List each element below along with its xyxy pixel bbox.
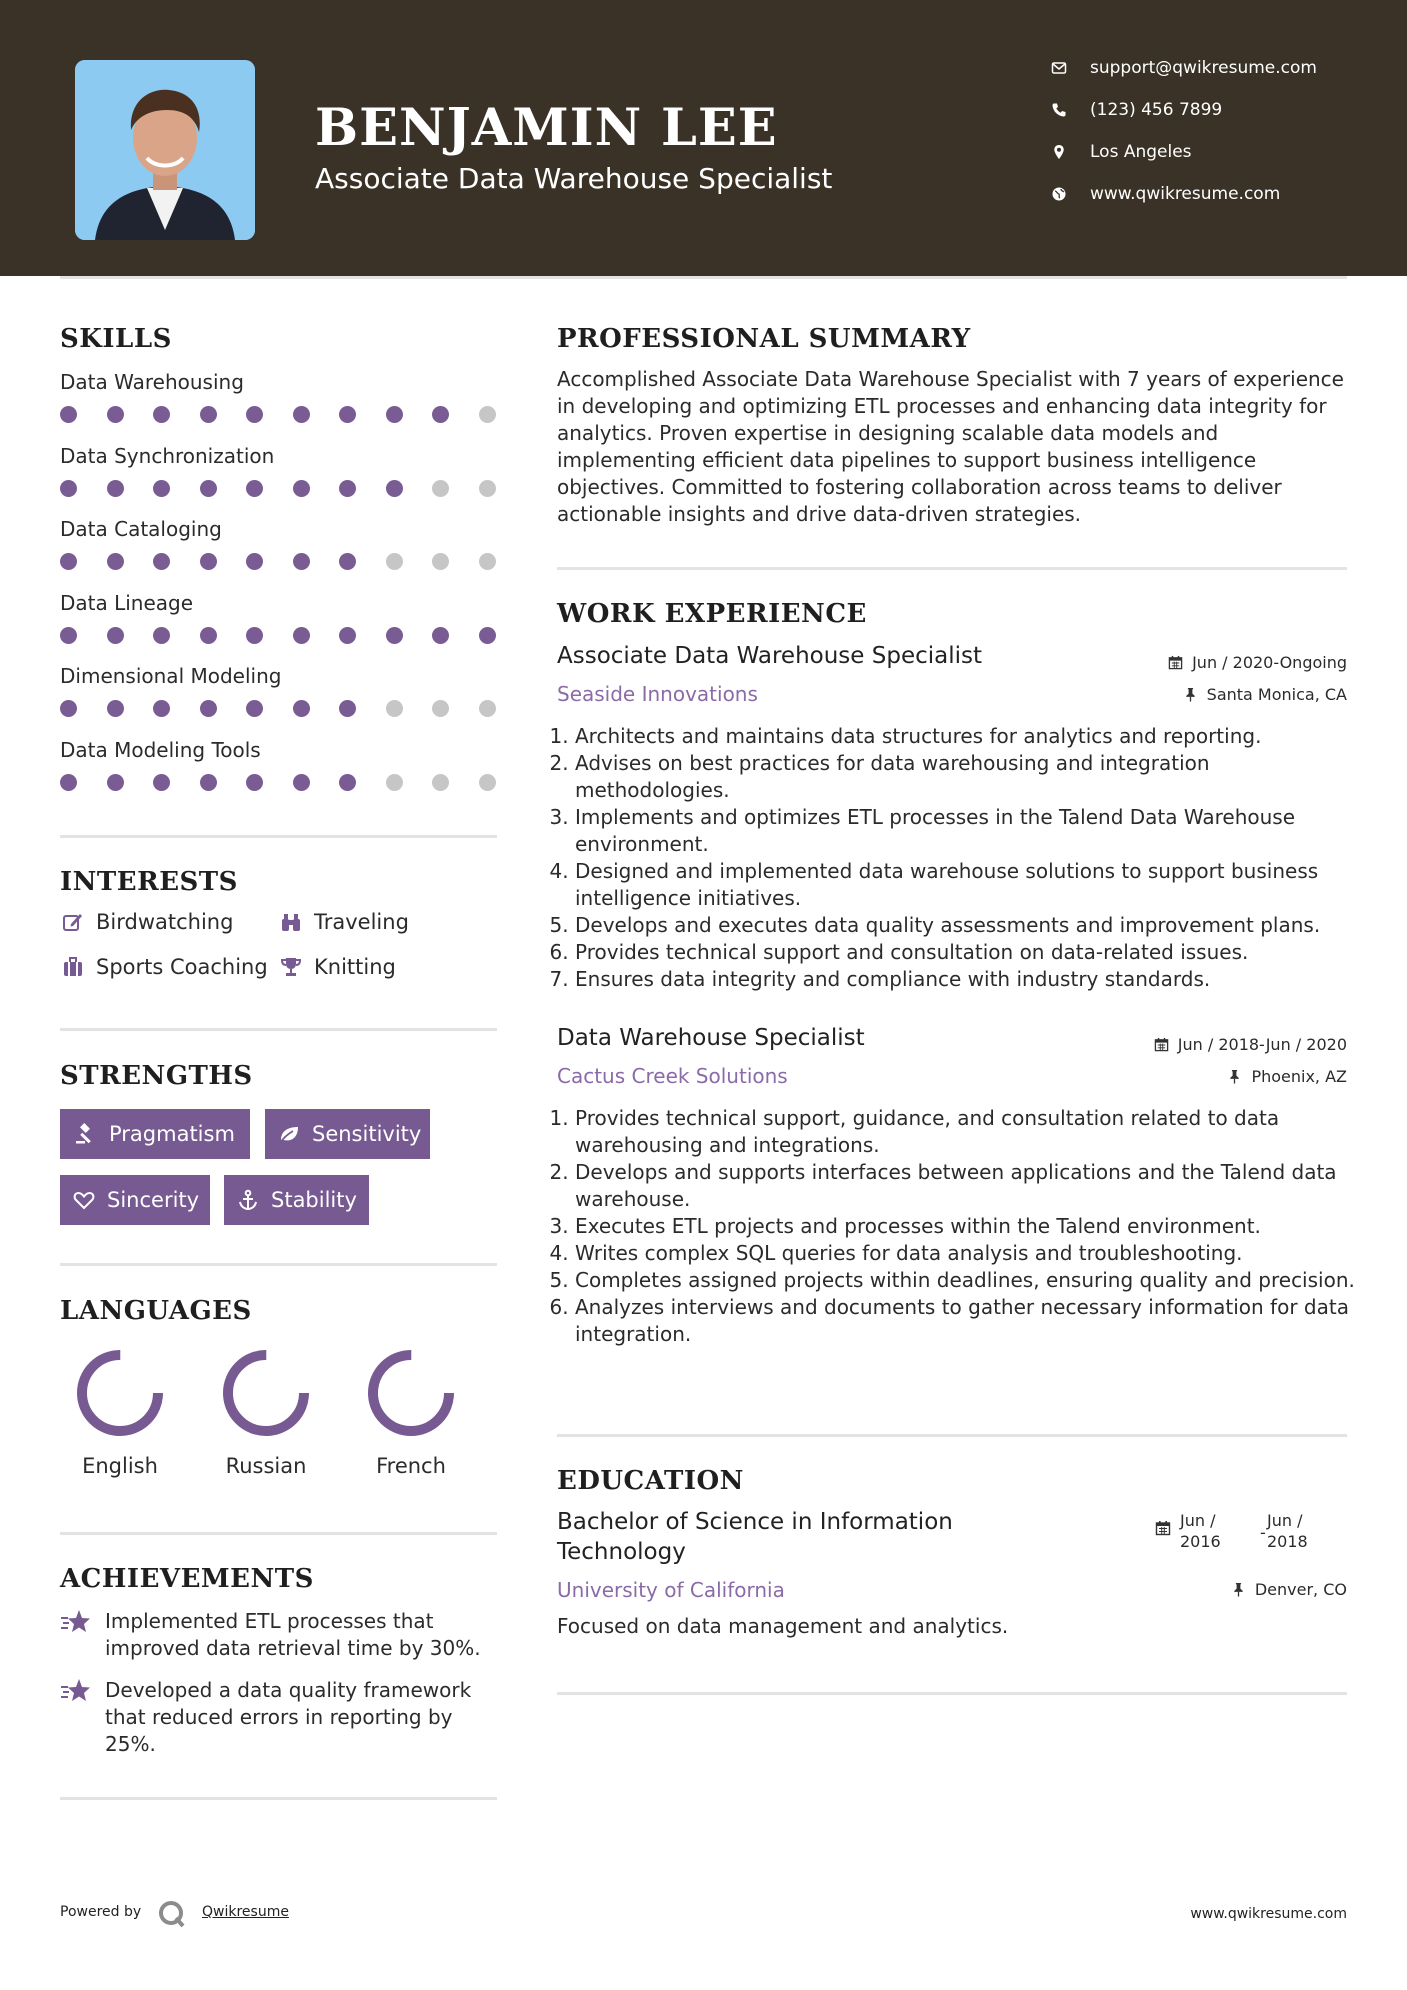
- skill-dot-filled: [293, 406, 310, 423]
- resume-header: [0, 0, 1407, 276]
- skill-dot-filled: [339, 627, 356, 644]
- skill-dot-empty: [479, 700, 496, 717]
- skill-dot-filled: [479, 627, 496, 644]
- skill-dot-filled: [60, 406, 77, 423]
- achievement-text: Developed a data quality framework that reduced errors in reporting by 25%.: [105, 1678, 472, 1756]
- degree-title-line1: Bachelor of Science in Information: [557, 1509, 953, 1535]
- job-title: Data Warehouse Specialist: [557, 1025, 865, 1051]
- duty-item: 1. Provides technical support, guidance, and consultation related to data warehousing and integrations.: [575, 1105, 1365, 1159]
- calendar-icon: [1155, 1520, 1173, 1538]
- trophy-icon: [278, 955, 304, 979]
- section-divider: [60, 1532, 497, 1535]
- skill-dot-filled: [432, 406, 449, 423]
- interests-heading: INTERESTS: [60, 867, 238, 897]
- skill-dot-filled: [293, 627, 310, 644]
- skill-dot-empty: [432, 480, 449, 497]
- strength-label: Sensitivity: [312, 1122, 422, 1146]
- skill-dot-filled: [200, 480, 217, 497]
- contact-phone[interactable]: [1050, 100, 1222, 120]
- star-icon: [60, 1608, 92, 1636]
- header-divider: [60, 276, 1347, 279]
- binoculars-icon: [278, 910, 304, 934]
- skill-rating: [60, 627, 497, 645]
- skill-dot-filled: [246, 627, 263, 644]
- achievement-item: [60, 1677, 497, 1758]
- skill-dot-filled: [339, 553, 356, 570]
- skill-dot-filled: [107, 700, 124, 717]
- skill-dot-filled: [60, 553, 77, 570]
- contact-website-text: www.qwikresume.com: [1090, 184, 1281, 204]
- skill-dot-filled: [386, 627, 403, 644]
- skill-name: Data Modeling Tools: [60, 737, 261, 762]
- skill-dot-filled: [60, 627, 77, 644]
- job-company: Cactus Creek Solutions: [557, 1064, 788, 1088]
- language-proficiency-ring: [220, 1347, 312, 1439]
- skill-dot-empty: [479, 480, 496, 497]
- language-proficiency-ring: [74, 1347, 166, 1439]
- skill-dot-empty: [386, 700, 403, 717]
- footer-powered-by: Powered by: [60, 1904, 142, 1920]
- skill-rating: [60, 480, 497, 498]
- skill-dot-filled: [200, 774, 217, 791]
- skill-dot-filled: [153, 627, 170, 644]
- footer-brand-link[interactable]: Qwikresume: [202, 1904, 289, 1920]
- job-location-text: Santa Monica, CA: [1206, 685, 1347, 704]
- star-icon: [60, 1677, 92, 1705]
- strength-label: Pragmatism: [109, 1122, 235, 1146]
- section-divider: [60, 1263, 497, 1266]
- duty-item: 3. Implements and optimizes ETL processes in the Talend Data Warehouse environment.: [575, 804, 1365, 858]
- language-name: Russian: [225, 1454, 307, 1478]
- duty-item: 4. Designed and implemented data warehouse solutions to support business intelligence initiatives.: [575, 858, 1365, 912]
- duty-item: 7. Ensures data integrity and compliance with industry standards.: [575, 966, 1365, 993]
- language-item: [351, 1347, 471, 1478]
- skill-dot-empty: [432, 553, 449, 570]
- language-proficiency-arc: [373, 1355, 449, 1431]
- footer-website[interactable]: www.qwikresume.com: [1190, 1906, 1347, 1922]
- skill-dot-empty: [386, 774, 403, 791]
- strength-badge: [224, 1175, 369, 1225]
- education-description: Focused on data management and analytics.: [557, 1614, 1009, 1638]
- skill-name: Data Warehousing: [60, 370, 244, 394]
- skill-dot-filled: [246, 553, 263, 570]
- skill-dot-filled: [153, 406, 170, 423]
- skill-rating: [60, 774, 497, 792]
- education-location: [1231, 1580, 1347, 1599]
- skill-rating: [60, 700, 497, 718]
- job-location: [1183, 685, 1347, 704]
- contact-website[interactable]: [1050, 184, 1280, 204]
- skill-name: Data Cataloging: [60, 517, 222, 541]
- skill-dot-filled: [200, 627, 217, 644]
- interest-item: [60, 955, 268, 979]
- job-duties: [557, 1105, 1365, 1348]
- briefcase-icon: [60, 955, 86, 979]
- skill-dot-filled: [107, 774, 124, 791]
- qwikresume-logo-icon: [157, 1899, 187, 1929]
- duty-item: 5. Develops and executes data quality assessments and improvement plans.: [575, 912, 1365, 939]
- job-duties: [557, 723, 1365, 993]
- candidate-name: BENJAMIN LEE: [315, 98, 778, 158]
- interest-label: Traveling: [314, 910, 409, 934]
- globe-icon: [1050, 185, 1068, 203]
- skill-dot-filled: [107, 553, 124, 570]
- skill-dot-filled: [339, 480, 356, 497]
- achievements-heading: ACHIEVEMENTS: [60, 1564, 314, 1594]
- contact-location: [1050, 142, 1192, 162]
- skill-dot-filled: [246, 774, 263, 791]
- interest-item: [278, 910, 409, 934]
- map-pin-icon: [1050, 143, 1068, 161]
- section-divider: [557, 1434, 1347, 1437]
- education-location-text: Denver, CO: [1254, 1580, 1347, 1599]
- contact-location-text: Los Angeles: [1090, 142, 1192, 162]
- skill-rating: [60, 553, 497, 571]
- skill-rating: [60, 406, 497, 424]
- calendar-icon: [1154, 1037, 1170, 1053]
- duty-item: 6. Provides technical support and consultation on data-related issues.: [575, 939, 1365, 966]
- skill-dot-filled: [60, 700, 77, 717]
- education-date-start-year: 2016: [1180, 1532, 1221, 1551]
- job-date-text: Jun / 2020-Ongoing: [1192, 653, 1347, 672]
- skill-name: Dimensional Modeling: [60, 664, 282, 688]
- skill-dot-filled: [153, 774, 170, 791]
- calendar-icon: [1168, 655, 1184, 671]
- languages-heading: LANGUAGES: [60, 1296, 252, 1326]
- skill-dot-filled: [339, 406, 356, 423]
- summary-heading: PROFESSIONAL SUMMARY: [557, 324, 971, 354]
- skill-dot-filled: [200, 700, 217, 717]
- interest-label: Birdwatching: [96, 910, 234, 934]
- education-date-end-year: 2018: [1267, 1532, 1308, 1551]
- skill-dot-filled: [293, 480, 310, 497]
- strength-label: Stability: [271, 1188, 357, 1212]
- section-divider: [60, 1797, 497, 1800]
- education-heading: EDUCATION: [557, 1466, 744, 1496]
- skill-dot-empty: [479, 774, 496, 791]
- language-proficiency-ring: [365, 1347, 457, 1439]
- language-item: [60, 1347, 180, 1478]
- skill-dot-filled: [432, 627, 449, 644]
- interest-label: Sports Coaching: [96, 955, 268, 979]
- skill-dot-filled: [386, 480, 403, 497]
- job-location-text: Phoenix, AZ: [1251, 1067, 1347, 1086]
- leaf-icon: [278, 1122, 300, 1146]
- duty-item: 6. Analyzes interviews and documents to gather necessary information for data integration.: [575, 1294, 1365, 1348]
- job-date: [1154, 1035, 1347, 1054]
- envelope-icon: [1050, 59, 1068, 77]
- achievement-text: Implemented ETL processes that improved data retrieval time by 30%.: [105, 1609, 481, 1660]
- job-company: Seaside Innovations: [557, 682, 758, 706]
- skill-dot-empty: [432, 774, 449, 791]
- job-title: Associate Data Warehouse Specialist: [557, 643, 983, 669]
- job-location: [1227, 1067, 1347, 1086]
- education-date-start-month: Jun /: [1180, 1511, 1216, 1530]
- skill-dot-filled: [339, 700, 356, 717]
- degree-title-line2: Technology: [557, 1539, 686, 1565]
- skill-dot-filled: [60, 480, 77, 497]
- language-name: English: [82, 1454, 158, 1478]
- skill-name: Data Lineage: [60, 590, 194, 615]
- achievement-item: [60, 1608, 497, 1662]
- duty-item: 3. Executes ETL projects and processes within the Talend environment.: [575, 1213, 1365, 1240]
- edit-icon: [60, 910, 86, 934]
- interest-item: [278, 955, 396, 979]
- section-divider: [557, 1692, 1347, 1695]
- skill-dot-filled: [293, 700, 310, 717]
- skill-dot-filled: [293, 553, 310, 570]
- anchor-icon: [237, 1188, 259, 1212]
- phone-icon: [1050, 101, 1068, 119]
- job-date-text: Jun / 2018-Jun / 2020: [1177, 1035, 1347, 1054]
- skill-name: Data Synchronization: [60, 443, 275, 468]
- pushpin-icon: [1183, 687, 1199, 703]
- skill-dot-filled: [246, 480, 263, 497]
- section-divider: [60, 1028, 497, 1031]
- education-date-end: [1267, 1510, 1308, 1552]
- language-proficiency-arc: [82, 1355, 158, 1431]
- skill-dot-empty: [386, 553, 403, 570]
- duty-item: 4. Writes complex SQL queries for data analysis and troubleshooting.: [575, 1240, 1365, 1267]
- strength-badge: [60, 1175, 210, 1225]
- pushpin-icon: [1227, 1069, 1243, 1085]
- skill-dot-filled: [339, 774, 356, 791]
- skill-dot-filled: [200, 553, 217, 570]
- strength-badge: [60, 1109, 250, 1159]
- contact-phone-text: (123) 456 7899: [1090, 100, 1223, 120]
- skill-dot-filled: [60, 774, 77, 791]
- education-date-separator: -: [1260, 1523, 1266, 1542]
- skill-dot-filled: [153, 700, 170, 717]
- education-school: University of California: [557, 1578, 785, 1602]
- job-date: [1168, 653, 1347, 672]
- skill-dot-filled: [153, 553, 170, 570]
- duty-item: 2. Advises on best practices for data warehousing and integration methodologies.: [575, 750, 1365, 804]
- skill-dot-filled: [107, 627, 124, 644]
- language-item: [206, 1347, 326, 1478]
- education-date-start: [1180, 1510, 1221, 1552]
- section-divider: [60, 835, 497, 838]
- skill-dot-filled: [200, 406, 217, 423]
- interest-label: Knitting: [314, 955, 396, 979]
- summary-text: Accomplished Associate Data Warehouse Specialist with 7 years of experience in developing and optimizing ETL processes and enhancing data integrity for analytics. Proven expertise in designing scalable data models and implementing efficient data pipelines to support business intelligence objectives. Committed to fostering collaboration across teams to deliver actionable insights and drive data-driven strategies.: [557, 367, 1344, 526]
- interest-item: [60, 910, 233, 934]
- contact-email-text: support@qwikresume.com: [1090, 58, 1317, 78]
- strength-label: Sincerity: [107, 1188, 200, 1212]
- skill-dot-filled: [107, 480, 124, 497]
- skill-dot-filled: [386, 406, 403, 423]
- skill-dot-filled: [246, 700, 263, 717]
- candidate-role: Associate Data Warehouse Specialist: [315, 162, 833, 195]
- skill-dot-empty: [479, 406, 496, 423]
- pushpin-icon: [1231, 1582, 1247, 1598]
- education-date-end-month: Jun /: [1267, 1511, 1303, 1530]
- gavel-icon: [73, 1122, 97, 1146]
- contact-email[interactable]: [1050, 58, 1317, 78]
- profile-photo: [75, 60, 255, 240]
- language-name: French: [376, 1454, 446, 1478]
- duty-item: 5. Completes assigned projects within deadlines, ensuring quality and precision.: [575, 1267, 1365, 1294]
- language-proficiency-arc: [228, 1355, 304, 1431]
- skill-dot-filled: [246, 406, 263, 423]
- section-divider: [557, 567, 1347, 570]
- skill-dot-empty: [432, 700, 449, 717]
- strength-badge: [265, 1109, 430, 1159]
- duty-item: 2. Develops and supports interfaces between applications and the Talend data warehouse.: [575, 1159, 1365, 1213]
- skill-dot-filled: [107, 406, 124, 423]
- skill-dot-filled: [153, 480, 170, 497]
- skills-heading: SKILLS: [60, 324, 172, 354]
- experience-heading: WORK EXPERIENCE: [557, 599, 867, 629]
- skill-dot-filled: [293, 774, 310, 791]
- skill-dot-empty: [479, 553, 496, 570]
- heart-icon: [73, 1188, 95, 1212]
- duty-item: 1. Architects and maintains data structures for analytics and reporting.: [575, 723, 1365, 750]
- strengths-heading: STRENGTHS: [60, 1061, 253, 1091]
